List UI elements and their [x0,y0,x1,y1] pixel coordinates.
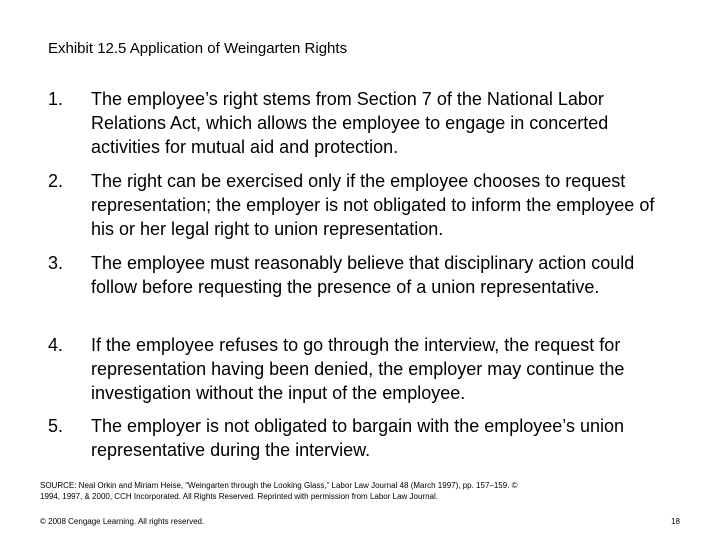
item-text: The employee must reasonably believe that disciplinary action could follow before requesting the presence of a union representative. [91,253,635,297]
list-item [48,169,678,241]
source-citation: SOURCE: Neal Orkin and Miriam Heise, “Weingarten through the Looking Glass,” Labor Law Journal 48 (March 1997), pp. 157–159. © 1994, 1997, & 2000, CCH Incorporated. All Rights Reserved. Reprinted with permission from Labor Law Journal. [40,481,518,501]
list-item [48,333,678,405]
item-number: 3. [48,253,64,273]
copyright-notice: © 2008 Cengage Learning. All rights reserved. [40,517,205,526]
item-number: 4. [48,335,64,355]
item-text: The employer is not obligated to bargain with the employee’s union representative during the interview. [91,416,624,460]
item-text: If the employee refuses to go through the interview, the request for representation having been denied, the employer may continue the investigation without the input of the employee. [91,335,625,403]
exhibit-title: Exhibit 12.5 Application of Weingarten Rights [48,40,348,57]
item-number: 2. [48,171,64,191]
item-number: 5. [48,416,64,436]
list-item [48,414,678,462]
list-item [48,251,678,299]
item-number: 1. [48,89,64,109]
page-number: 18 [671,517,680,526]
list-item [48,87,678,159]
item-text: The right can be exercised only if the employee chooses to request representation; the employer is not obligated to inform the employee of his or her legal right to union representation. [91,171,655,239]
item-text: The employee’s right stems from Section 7 of the National Labor Relations Act, which allows the employee to engage in concerted activities for mutual aid and protection. [91,89,609,157]
